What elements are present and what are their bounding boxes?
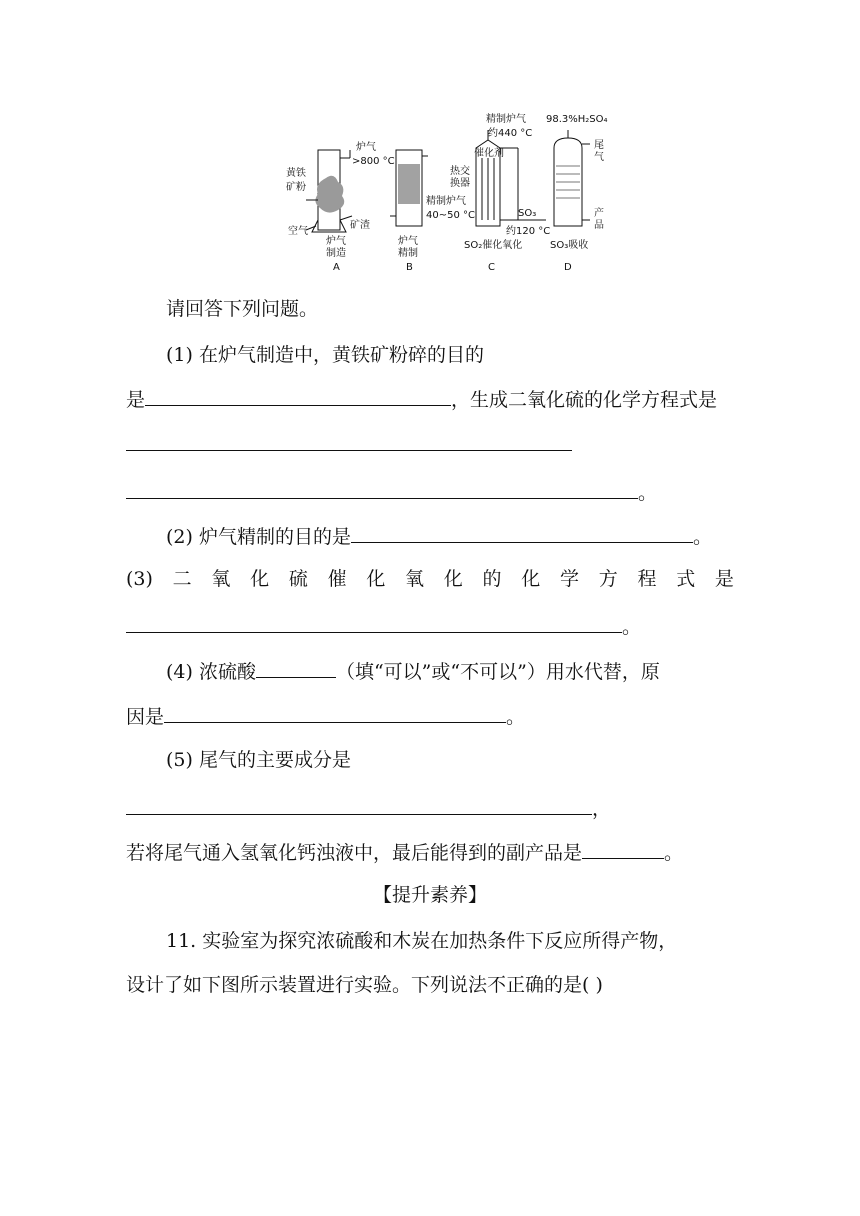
q3-char: (3) [126,568,153,590]
answer-blank-q4-reason[interactable] [164,702,506,723]
q1-line-d [126,478,657,506]
label-air: 空气 [288,226,308,237]
label-unit-b-2: 精制 [398,248,418,259]
q3-char: 程 [637,568,657,590]
q2-line [166,522,712,550]
label-tail-gas-2: 气 [594,152,604,163]
q5-c-prefix: 若将尾气通入氢氧化钙浊液中，最后能得到的副产品是 [126,842,583,864]
q1-end: 。 [638,482,658,504]
q3-char: 化 [366,568,386,590]
label-pyrite-2: 矿粉 [286,182,306,193]
sulfuric-acid-process-diagram [278,108,618,278]
q3-char: 式 [676,568,696,590]
label-refined-gas-in: 精制炉气 [426,196,466,207]
label-acid: 98.3%H₂SO₄ [546,114,608,125]
q4-suffix: （填“可以”或“不可以”）用水代替，原 [335,661,660,683]
label-temp-c-top: 约440 °C [488,128,533,139]
q3-char: 催 [327,568,347,590]
q3-char: 学 [559,568,579,590]
answer-blank-q1-purpose[interactable] [145,385,451,406]
q3-char: 氧 [405,568,425,590]
label-catalyst: 催化剂 [474,148,504,159]
label-pyrite-1: 黄铁 [286,168,306,179]
q5-b-end: ， [592,798,612,820]
label-unit-b-1: 炉气 [398,236,418,247]
q3-char: 的 [482,568,502,590]
q3-char: 硫 [288,568,308,590]
label-letter-a: A [333,262,340,273]
q3-char: 氧 [211,568,231,590]
label-letter-d: D [564,262,572,273]
q3-line-b [126,612,641,640]
furnace-unit-a [306,150,352,232]
label-refined-gas-top: 精制炉气 [486,114,526,125]
q1-suffix: ，生成二氧化硫的化学方程式是 [451,389,718,411]
q4-line-a [166,657,660,685]
label-heat-exchanger-2: 换器 [450,178,470,189]
purifier-unit-b [390,150,428,226]
q3-char: 二 [172,568,192,590]
label-so3: SO₃ [518,208,537,219]
q5-line-b [126,794,611,822]
section-title: 【提升素养】 [372,884,487,906]
answer-blank-q4-choice[interactable] [256,657,336,678]
label-unit-d: SO₃吸收 [550,240,589,251]
label-letter-c: C [488,262,495,273]
label-temp-c-out: 约120 °C [506,226,551,237]
label-tail-gas-1: 尾 [594,140,604,151]
intro-text: 请回答下列问题。 [166,298,319,320]
q11-line-a: 11. 实验室为探究浓硫酸和木炭在加热条件下反应所得产物， [166,930,678,952]
q4-b-end: 。 [506,706,526,728]
label-furnace-gas: 炉气 [356,142,376,153]
absorber-unit-d [554,130,590,226]
label-heat-exchanger-1: 热交 [450,166,470,177]
q1-line-b [126,385,717,413]
q4-b-prefix: 因是 [126,706,165,728]
q1-line-a: (1) 在炉气制造中，黄铁矿粉碎的目的 [166,344,484,366]
q4-line-b [126,702,525,730]
answer-blank-q1-equation-2[interactable] [126,478,638,499]
label-product-2: 品 [594,220,604,231]
label-unit-c: SO₂催化氧化 [464,240,523,251]
q5-c-end: 。 [664,842,684,864]
answer-blank-q3[interactable] [126,612,622,633]
q5-line-a: (5) 尾气的主要成分是 [166,749,351,771]
q11-line-b: 设计了如下图所示装置进行实验。下列说法不正确的是( ) [126,974,603,996]
answer-blank-q1-equation-1[interactable] [126,450,572,451]
q3-char: 是 [714,568,734,590]
label-slag: 矿渣 [350,220,370,231]
answer-blank-q5-byproduct[interactable] [582,838,664,859]
label-unit-a-1: 炉气 [326,236,346,247]
q4-prefix: (4) 浓硫酸 [166,661,256,683]
label-temp-b: 40~50 °C [426,210,475,221]
q3-line-a [126,566,734,592]
answer-blank-q5-component[interactable] [126,794,592,815]
label-letter-b: B [406,262,413,273]
q3-char: 化 [250,568,270,590]
q2-end: 。 [692,526,712,548]
label-temp-a: >800 °C [352,156,395,167]
q1-prefix: 是 [126,389,146,411]
q3-char: 方 [598,568,618,590]
q2-prefix: (2) 炉气精制的目的是 [166,526,351,548]
q3-char: 化 [521,568,541,590]
label-product-1: 产 [594,208,604,219]
label-unit-a-2: 制造 [326,248,346,259]
answer-blank-q2[interactable] [351,522,693,543]
q5-line-c [126,838,683,866]
q3-char: 化 [443,568,463,590]
q3-end: 。 [622,616,642,638]
